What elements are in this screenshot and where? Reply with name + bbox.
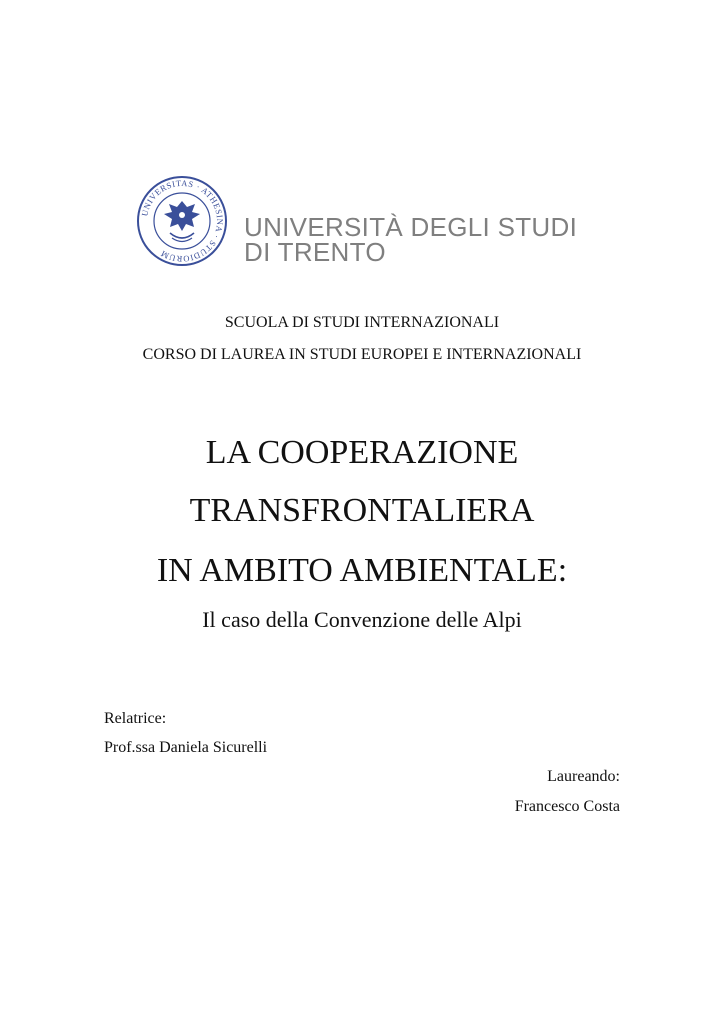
- thesis-title-line1: LA COOPERAZIONE: [205, 434, 519, 471]
- course-name: CORSO DI LAUREA IN STUDI EUROPEI E INTERNAZIONALI: [142, 346, 582, 363]
- candidate-label: Laureando:: [547, 768, 620, 785]
- university-name-line1: UNIVERSITÀ DEGLI STUDI: [244, 212, 578, 242]
- university-name: [244, 212, 578, 267]
- supervisor-label: Relatrice:: [104, 710, 167, 727]
- university-seal-icon: [136, 175, 228, 267]
- svg-text:UNIVERSITAS · ATHESINA · STUDI: UNIVERSITAS · ATHESINA · STUDIORUM: [139, 177, 226, 265]
- thesis-subtitle: Il caso della Convenzione delle Alpi: [202, 607, 522, 632]
- university-logo: [136, 175, 576, 267]
- thesis-title-line2: TRANSFRONTALIERA: [189, 492, 535, 529]
- university-name-line2: DI TRENTO: [244, 237, 386, 267]
- school-name: SCUOLA DI STUDI INTERNAZIONALI: [224, 314, 500, 331]
- thesis-title-line3: IN AMBITO AMBIENTALE:: [156, 552, 568, 589]
- supervisor-name: Prof.ssa Daniela Sicurelli: [104, 739, 268, 756]
- candidate-name: Francesco Costa: [514, 798, 620, 815]
